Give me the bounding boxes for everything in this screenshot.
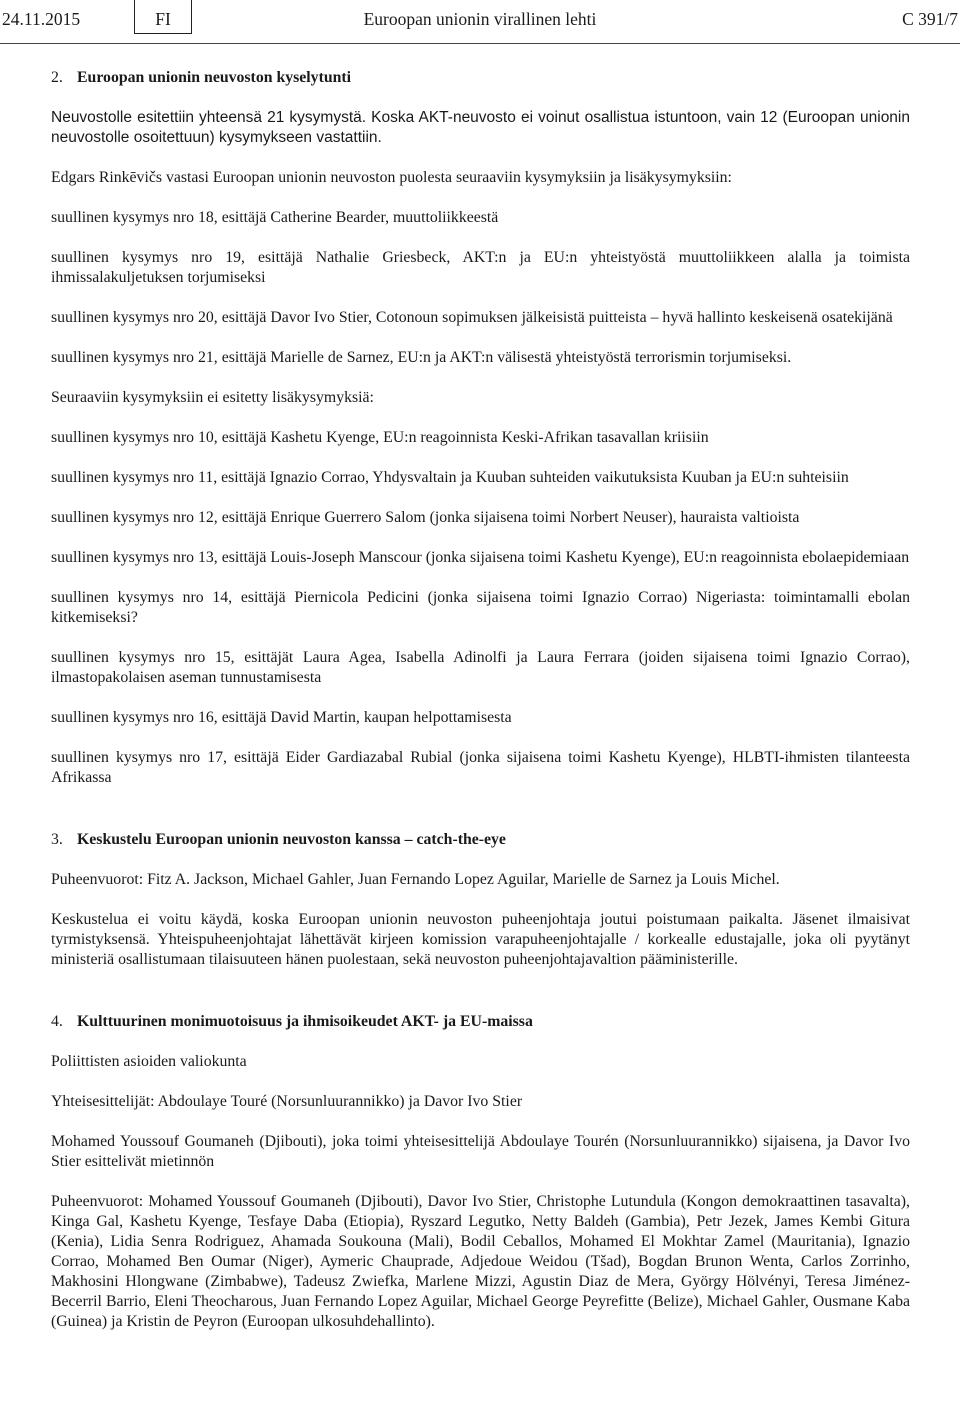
report-presentation: Mohamed Youssouf Goumaneh (Djibouti), joka toimi yhteisesittelijä Abdoulaye Tourén (Norsunluurannikko) sijaisena, ja Davor Ivo Stier esittelivät mietinnön [51, 1133, 910, 1170]
section-3-body: Keskustelua ei voitu käydä, koska Euroopan unionin neuvoston puheenjohtaja joutui poistumaan paikalta. Jäsenet ilmaisivat tyrmistyksensä. Yhteispuheenjohtajat lähettävät kirjeen komission varapuheenjohtajalle / korkealle edustajalle, joka oli pyytänyt ministeriä osallistumaan tilaisuuteen hänen puolestaan, sekä neuvoston puheenjohtajavaltion pääministerille. [51, 911, 910, 968]
answered-intro: Edgars Rinkēvičs vastasi Euroopan unionin neuvoston puolesta seuraaviin kysymyksiin ja lisäkysymyksiin: [51, 169, 732, 186]
question-item: suullinen kysymys nro 21, esittäjä Marielle de Sarnez, EU:n ja AKT:n välisestä yhteistyöstä terrorismin torjumiseksi. [51, 349, 792, 366]
question-item: suullinen kysymys nro 16, esittäjä David Martin, kaupan helpottamisesta [51, 709, 512, 726]
header-rule [0, 43, 960, 44]
question-item: suullinen kysymys nro 19, esittäjä Nathalie Griesbeck, AKT:n ja EU:n yhteistyöstä muuttoliikkeen alalla ja toimista ihmissalakuljetuksen torjumiseksi [51, 249, 910, 286]
section-title: Euroopan unionin neuvoston kyselytunti [77, 69, 352, 86]
question-item: suullinen kysymys nro 12, esittäjä Enrique Guerrero Salom (jonka sijaisena toimi Norbert Neuser), hauraista valtioista [51, 509, 800, 526]
section-4-heading [51, 1012, 910, 1032]
section-title: Kulttuurinen monimuotoisuus ja ihmisoikeudet AKT- ja EU-maissa [77, 1013, 533, 1030]
question-item: suullinen kysymys nro 11, esittäjä Ignazio Corrao, Yhdysvaltain ja Kuuban suhteiden vaikutuksista Kuuban ja EU:n suhteisiin [51, 469, 849, 486]
unanswered-intro: Seuraaviin kysymyksiin ei esitetty lisäkysymyksiä: [51, 389, 374, 406]
page-header [0, 0, 960, 44]
question-item: suullinen kysymys nro 15, esittäjät Laura Agea, Isabella Adinolfi ja Laura Ferrara (joiden sijaisena toimi Ignazio Corrao), ilmastopakolaisen aseman tunnustamisesta [51, 649, 910, 686]
section-3-heading [51, 830, 910, 850]
section-number: 2. [51, 69, 63, 86]
question-item: suullinen kysymys nro 10, esittäjä Kashetu Kyenge, EU:n reagoinnista Keski-Afrikan tasavallan kriisiin [51, 429, 709, 446]
section-2-intro: Neuvostolle esitettiin yhteensä 21 kysymystä. Koska AKT-neuvosto ei voinut osallistua istuntoon, vain 12 (Euroopan unionin neuvostolle osoitettuun) kysymykseen vastattiin. [51, 109, 910, 146]
section-number: 4. [51, 1013, 63, 1030]
question-item: suullinen kysymys nro 17, esittäjä Eider Gardiazabal Rubial (jonka sijaisena toimi Kashetu Kyenge), HLBTI-ihmisten tilanteesta Afrikassa [51, 749, 910, 786]
language-code-box: FI [134, 0, 192, 34]
journal-reference: C 391/7 [902, 9, 958, 29]
rapporteurs: Yhteisesittelijät: Abdoulaye Touré (Norsunluurannikko) ja Davor Ivo Stier [51, 1093, 523, 1110]
publication-date: 24.11.2015 [2, 9, 81, 29]
section-2-heading [51, 68, 910, 88]
section-3-speakers: Puheenvuorot: Fitz A. Jackson, Michael Gahler, Juan Fernando Lopez Aguilar, Marielle de Sarnez ja Louis Michel. [51, 871, 780, 888]
section-4-speakers: Puheenvuorot: Mohamed Youssouf Goumaneh (Djibouti), Davor Ivo Stier, Christophe Lutundula (Kongon demokraattinen tasavalta), Kinga Gal, Kashetu Kyenge, Tesfaye Daba (Etiopia), Ryszard Legutko, Netty Baldeh (Gambia), Petr Jezek, James Kembi Gitura (Kenia), Lidia Senra Rodriguez, Ahamada Soukouna (Mali), Bodil Ceballos, Mohamed El Mokhtar Zamel (Mauritania), Ignazio Corrao, Mohamed Ben Oumar (Niger), Aymeric Chauprade, Adjedoue Weidou (Tšad), Bogdan Brunon Wenta, Carlos Zorrinho, Makhosini Hlongwane (Zimbabwe), Tadeusz Zwiefka, Marlene Mizzi, Agustin Diaz de Mera, György Hölvényi, Teresa Jiménez-Becerril Barrio, Eleni Theocharous, Juan Fernando Lopez Aguilar, Michael George Peyrefitte (Belize), Michael Gahler, Ousmane Kaba (Guinea) ja Kristin de Peyron (Euroopan ulkosuhdehallinto). [51, 1193, 910, 1330]
question-item: suullinen kysymys nro 13, esittäjä Louis-Joseph Manscour (jonka sijaisena toimi Kashetu Kyenge), EU:n reagoinnista ebolaepidemiaan [51, 549, 910, 566]
question-item: suullinen kysymys nro 18, esittäjä Catherine Bearder, muuttoliikkeestä [51, 209, 499, 226]
section-number: 3. [51, 831, 63, 848]
question-item: suullinen kysymys nro 14, esittäjä Piernicola Pedicini (jonka sijaisena toimi Ignazio Corrao) Nigeriasta: toimintamalli ebolan kitkemiseksi? [51, 589, 910, 626]
section-title: Keskustelu Euroopan unionin neuvoston kanssa – catch-the-eye [77, 831, 506, 848]
document-body [51, 68, 910, 1352]
journal-title: Euroopan unionin virallinen lehti [363, 9, 597, 29]
question-item: suullinen kysymys nro 20, esittäjä Davor Ivo Stier, Cotonoun sopimuksen jälkeisistä puitteista – hyvä hallinto keskeisenä osatekijänä [51, 309, 893, 326]
committee-name: Poliittisten asioiden valiokunta [51, 1053, 247, 1070]
